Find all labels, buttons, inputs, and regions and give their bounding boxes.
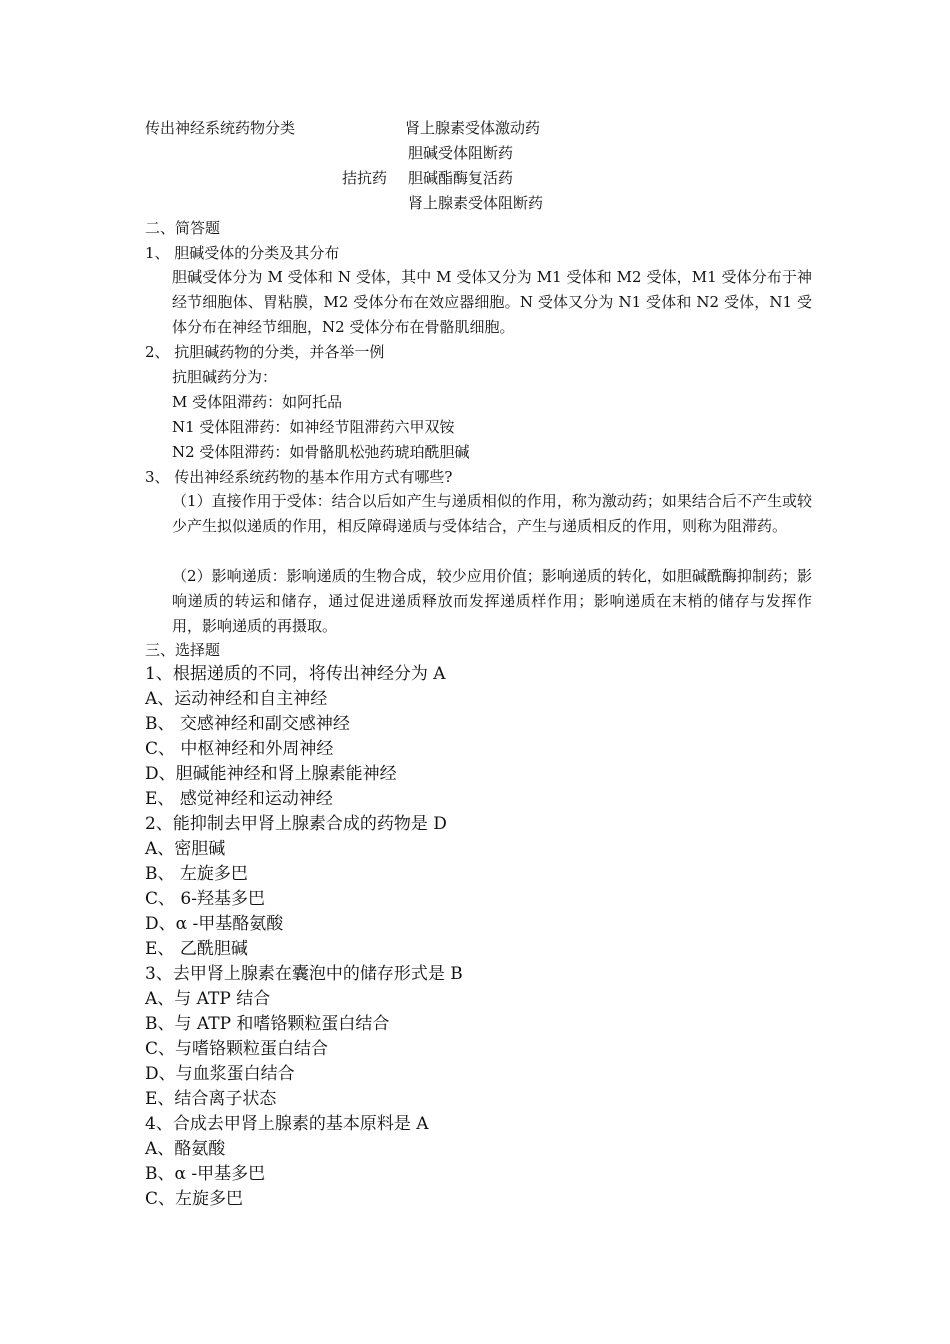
mc-line: 2、能抑制去甲肾上腺素合成的药物是 D (145, 814, 447, 834)
classification-title: 传出神经系统药物分类 (145, 119, 296, 137)
q2-line-3: N1 受体阻滞药：如神经节阻滞药六甲双铵 (172, 418, 455, 436)
classification-item-4: 肾上腺素受体阻断药 (408, 194, 544, 212)
mc-line: C、 中枢神经和外周神经 (145, 739, 334, 759)
mc-line: A、密胆碱 (145, 839, 226, 859)
classification-item-2: 胆碱受体阻断药 (408, 144, 514, 162)
q3-answer-1: （1）直接作用于受体：结合以后如产生与递质相似的作用，称为激动药；如果结合后不产生或较少产生拟似递质的作用，相反障碍递质与受体结合，产生与递质相反的作用，则称为阻滞药。 (172, 492, 812, 535)
mc-line: E、 乙酰胆碱 (145, 939, 248, 959)
mc-line: A、运动神经和自主神经 (145, 689, 328, 709)
mc-line: D、与血浆蛋白结合 (145, 1064, 295, 1084)
q2-title: 2、 抗胆碱药物的分类，并各举一例 (145, 343, 385, 361)
mc-line: C、与嗜铬颗粒蛋白结合 (145, 1039, 329, 1059)
mc-line: D、胆碱能神经和肾上腺素能神经 (145, 764, 397, 784)
mc-line: C、左旋多巴 (145, 1189, 244, 1209)
q1-title: 1、 胆碱受体的分类及其分布 (145, 244, 340, 262)
q2-line-1: 抗胆碱药分为： (172, 368, 278, 386)
mc-line: 3、去甲肾上腺素在囊泡中的储存形式是 B (145, 964, 463, 984)
section2-heading: 二、简答题 (145, 219, 221, 237)
q2-line-2: M 受体阻滞药：如阿托品 (172, 393, 343, 411)
classification-group-label: 拮抗药 (342, 169, 388, 187)
q2-line-4: N2 受体阻滞药：如骨骼肌松弛药琥珀酰胆碱 (172, 443, 470, 461)
mc-line: A、与 ATP 结合 (145, 989, 271, 1009)
mc-line: E、 感觉神经和运动神经 (145, 789, 333, 809)
mc-line: C、 6-羟基多巴 (145, 889, 265, 909)
mc-line: A、酪氨酸 (145, 1139, 226, 1159)
q1-answer: 胆碱受体分为 M 受体和 N 受体，其中 M 受体又分为 M1 受体和 M2 受体，M1 受体分布于神经节细胞体、胃粘膜，M2 受体分布在效应器细胞。N 受体又分为 N1 受体和 N2 受体，N1 受体分布在神经节细胞，N2 受体分布在骨骼肌细胞。 (172, 268, 812, 336)
classification-item-1: 肾上腺素受体激动药 (405, 119, 541, 137)
mc-line: B、 交感神经和副交感神经 (145, 714, 350, 734)
mc-line: B、α -甲基多巴 (145, 1164, 266, 1184)
mc-line: E、结合离子状态 (145, 1089, 277, 1109)
classification-item-3: 胆碱酯酶复活药 (408, 169, 514, 187)
mc-line: B、与 ATP 和嗜铬颗粒蛋白结合 (145, 1014, 390, 1034)
section3-heading: 三、选择题 (145, 641, 221, 659)
q3-title: 3、 传出神经系统药物的基本作用方式有哪些? (145, 468, 453, 486)
q3-answer-2: （2）影响递质：影响递质的生物合成，较少应用价值；影响递质的转化，如胆碱酰酶抑制药；影响递质的转运和储存，通过促进递质释放而发挥递质样作用；影响递质在末梢的储存与发挥作用，影响递质的再摄取。 (172, 567, 812, 635)
mc-line: D、α -甲基酪氨酸 (145, 914, 284, 934)
mc-line: 1、根据递质的不同，将传出神经分为 A (145, 664, 446, 684)
mc-line: 4、合成去甲肾上腺素的基本原料是 A (145, 1114, 429, 1134)
mc-line: B、 左旋多巴 (145, 864, 248, 884)
